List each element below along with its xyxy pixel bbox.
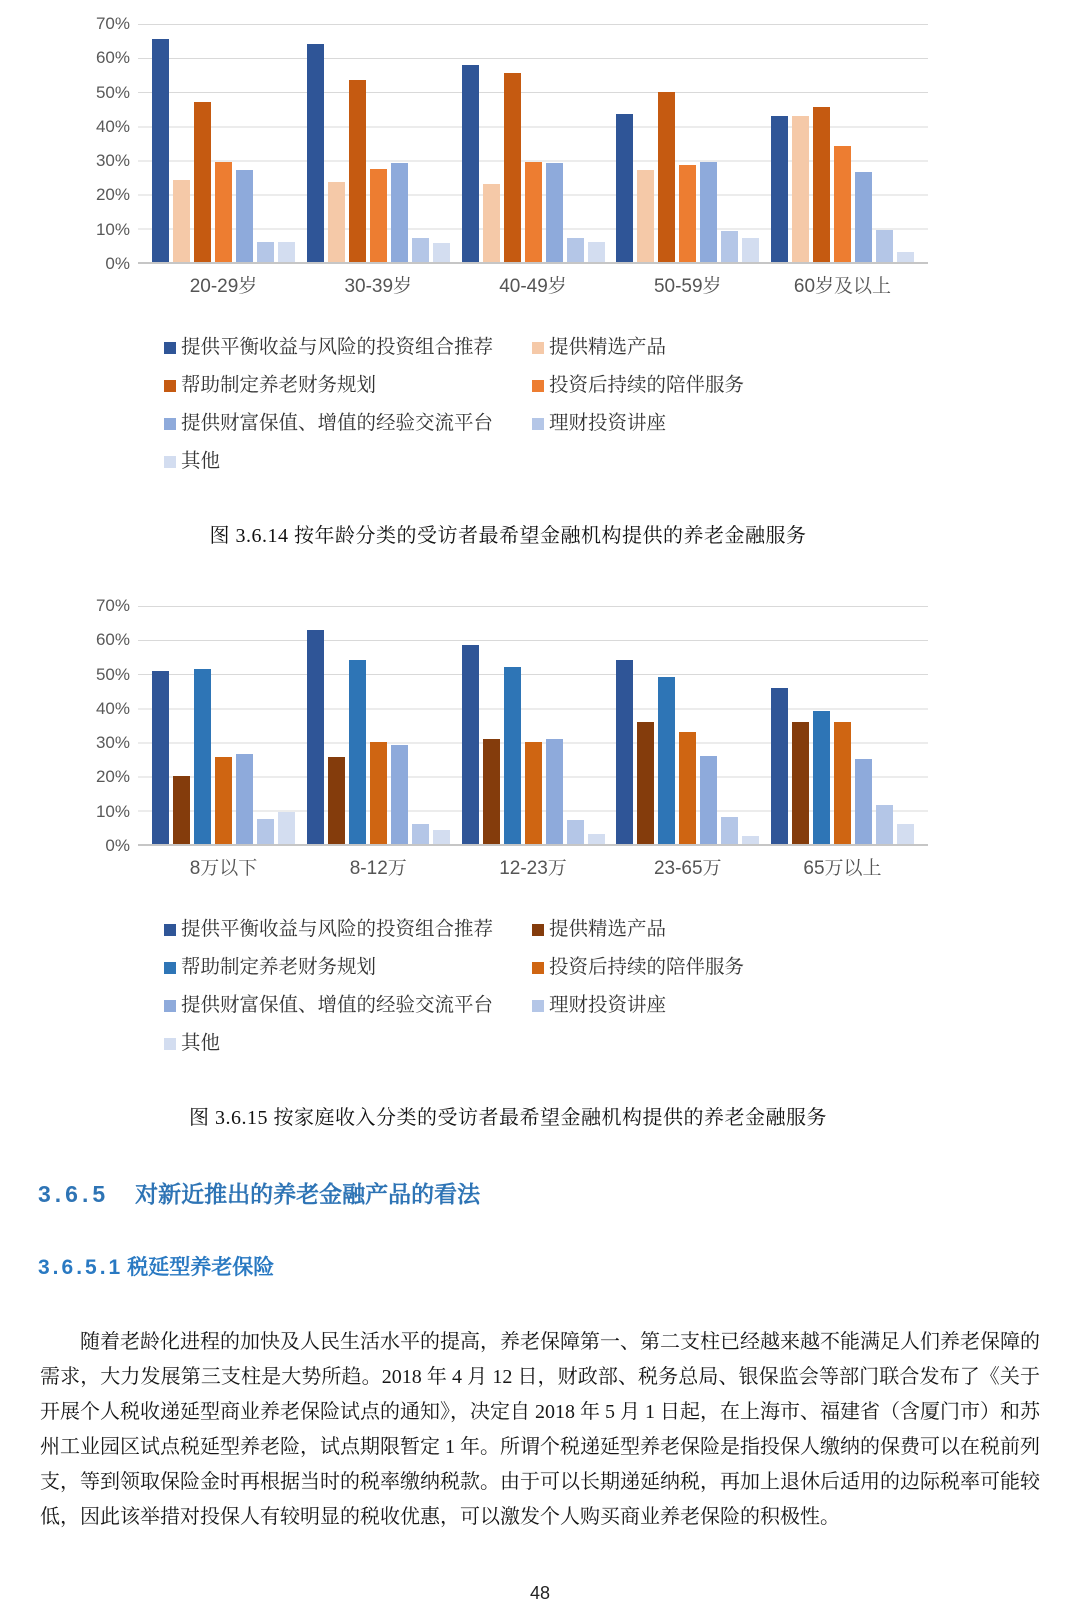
y-tick-label: 70% bbox=[95, 14, 130, 33]
bar bbox=[771, 688, 788, 844]
legend-label: 投资后持续的陪伴服务 bbox=[549, 375, 745, 396]
legend-item bbox=[164, 1030, 532, 1057]
y-tick-label: 50% bbox=[95, 664, 130, 684]
bar bbox=[152, 39, 169, 262]
bar bbox=[173, 776, 190, 844]
bar-groups bbox=[138, 606, 928, 844]
bar bbox=[567, 820, 584, 844]
bar bbox=[433, 830, 450, 844]
bar bbox=[412, 824, 429, 844]
x-tick-label: 12-23万 bbox=[499, 858, 567, 879]
legend-item bbox=[532, 372, 928, 399]
legend-item bbox=[532, 410, 928, 437]
bar bbox=[742, 238, 759, 262]
bar bbox=[370, 169, 387, 263]
x-tick-label: 60岁及以上 bbox=[793, 276, 892, 297]
legend-swatch-icon bbox=[532, 380, 544, 392]
bar bbox=[855, 759, 872, 844]
y-tick-label: 10% bbox=[95, 219, 130, 239]
legend-item bbox=[532, 954, 928, 981]
legend-item bbox=[532, 916, 928, 943]
bar bbox=[236, 754, 253, 844]
x-tick-label: 20-29岁 bbox=[189, 276, 258, 297]
legend-swatch-icon bbox=[532, 962, 544, 974]
bar bbox=[462, 65, 479, 262]
bar bbox=[483, 739, 500, 844]
legend-label: 其他 bbox=[181, 1033, 221, 1054]
bar bbox=[876, 230, 893, 262]
legend-item bbox=[532, 992, 928, 1019]
bar bbox=[792, 116, 809, 262]
bar bbox=[278, 812, 295, 844]
legend-item bbox=[164, 916, 532, 943]
bar bbox=[349, 660, 366, 844]
legend-label: 理财投资讲座 bbox=[549, 995, 667, 1016]
x-tick-label: 40-49岁 bbox=[499, 276, 567, 297]
y-tick-label: 70% bbox=[95, 596, 130, 615]
legend-swatch-icon bbox=[164, 1038, 176, 1050]
legend-label: 提供财富保值、增值的经验交流平台 bbox=[181, 413, 494, 434]
legend-label: 帮助制定养老财务规划 bbox=[181, 957, 377, 978]
legend-swatch-icon bbox=[532, 924, 544, 936]
bar bbox=[546, 739, 563, 844]
legend-item bbox=[164, 334, 532, 361]
subsection-heading bbox=[38, 1251, 1080, 1281]
legend-label: 其他 bbox=[181, 451, 221, 472]
bar bbox=[483, 184, 500, 262]
bar bbox=[391, 163, 408, 262]
legend-swatch-icon bbox=[164, 456, 176, 468]
bar bbox=[813, 107, 830, 262]
legend-item bbox=[164, 954, 532, 981]
bar bbox=[588, 242, 605, 262]
legend-swatch-icon bbox=[164, 924, 176, 936]
bar bbox=[721, 817, 738, 844]
figure-age-services-chart bbox=[88, 14, 928, 548]
bar bbox=[792, 722, 809, 844]
bar bbox=[194, 669, 211, 844]
bar bbox=[813, 711, 830, 844]
bar bbox=[700, 162, 717, 262]
bar bbox=[855, 172, 872, 262]
bar bbox=[679, 165, 696, 262]
bar bbox=[525, 742, 542, 844]
legend-label: 提供精选产品 bbox=[549, 337, 667, 358]
y-tick-label: 50% bbox=[95, 82, 130, 102]
plot-area bbox=[138, 24, 928, 264]
bar bbox=[215, 162, 232, 262]
bar-groups bbox=[138, 24, 928, 262]
bar bbox=[897, 824, 914, 844]
bar-group bbox=[616, 24, 759, 262]
subsection-title: 税延型养老保险 bbox=[127, 1255, 275, 1279]
y-axis bbox=[88, 14, 138, 273]
bar bbox=[433, 243, 450, 262]
bar bbox=[616, 660, 633, 844]
page-number: 48 bbox=[529, 1583, 551, 1603]
y-tick-label: 60% bbox=[95, 630, 130, 650]
legend-item bbox=[164, 410, 532, 437]
y-axis bbox=[88, 596, 138, 855]
y-tick-label: 0% bbox=[105, 836, 130, 855]
legend-swatch-icon bbox=[164, 380, 176, 392]
bar bbox=[370, 742, 387, 844]
x-tick-label: 30-39岁 bbox=[344, 276, 413, 297]
bar bbox=[257, 819, 274, 845]
bar bbox=[391, 745, 408, 844]
bar bbox=[897, 252, 914, 262]
section-number: 3.6.5 bbox=[38, 1181, 110, 1207]
legend-label: 提供财富保值、增值的经验交流平台 bbox=[181, 995, 494, 1016]
bar bbox=[616, 114, 633, 262]
y-tick-label: 40% bbox=[95, 698, 130, 718]
y-tick-label: 40% bbox=[95, 116, 130, 136]
bar bbox=[215, 757, 232, 844]
bar bbox=[876, 805, 893, 844]
bar bbox=[567, 238, 584, 262]
bar bbox=[504, 667, 521, 844]
bar bbox=[307, 630, 324, 844]
legend bbox=[164, 334, 928, 475]
bar-group bbox=[307, 606, 450, 844]
bar bbox=[700, 756, 717, 844]
bar-group bbox=[771, 606, 914, 844]
x-axis bbox=[138, 271, 928, 298]
legend-swatch-icon bbox=[164, 418, 176, 430]
legend-item bbox=[532, 334, 928, 361]
bar bbox=[307, 44, 324, 262]
bar bbox=[257, 242, 274, 262]
bar bbox=[588, 834, 605, 844]
plot-area bbox=[138, 606, 928, 846]
bar bbox=[658, 677, 675, 844]
bar-group bbox=[152, 606, 295, 844]
legend-item bbox=[164, 992, 532, 1019]
legend bbox=[164, 916, 928, 1057]
legend-item bbox=[164, 372, 532, 399]
bar bbox=[152, 671, 169, 844]
bar bbox=[328, 757, 345, 844]
x-tick-label: 65万以上 bbox=[803, 858, 882, 879]
section-title: 对新近推出的养老金融产品的看法 bbox=[135, 1181, 481, 1207]
legend-label: 帮助制定养老财务规划 bbox=[181, 375, 377, 396]
bar bbox=[721, 231, 738, 262]
x-tick-label: 8万以下 bbox=[189, 858, 258, 879]
figure-income-services-chart bbox=[88, 596, 928, 1130]
bar bbox=[637, 170, 654, 262]
x-tick-label: 23-65万 bbox=[653, 858, 722, 879]
bar bbox=[834, 722, 851, 844]
legend-swatch-icon bbox=[164, 342, 176, 354]
y-tick-label: 60% bbox=[95, 48, 130, 68]
bar bbox=[637, 722, 654, 844]
legend-label: 提供平衡收益与风险的投资组合推荐 bbox=[181, 337, 494, 358]
bar bbox=[173, 180, 190, 262]
legend-swatch-icon bbox=[164, 962, 176, 974]
bar-group bbox=[771, 24, 914, 262]
bar bbox=[771, 116, 788, 262]
legend-swatch-icon bbox=[532, 418, 544, 430]
bar bbox=[412, 238, 429, 262]
bar bbox=[462, 645, 479, 844]
bar bbox=[504, 73, 521, 262]
bar bbox=[349, 80, 366, 262]
x-tick-label: 8-12万 bbox=[349, 858, 407, 879]
subsection-number: 3.6.5.1 bbox=[38, 1256, 124, 1279]
bar-group bbox=[462, 606, 605, 844]
y-tick-label: 0% bbox=[105, 254, 130, 273]
chart-area bbox=[88, 14, 928, 273]
y-tick-label: 10% bbox=[95, 801, 130, 821]
legend-item bbox=[164, 448, 532, 475]
y-tick-label: 30% bbox=[95, 733, 130, 753]
legend-label: 提供精选产品 bbox=[549, 919, 667, 940]
bar bbox=[278, 242, 295, 262]
body-paragraph: 随着老龄化进程的加快及人民生活水平的提高，养老保障第一、第二支柱已经越来越不能满足人们养老保障的需求，大力发展第三支柱是大势所趋。2018 年 4 月 12 日，财政部、税务总局、银保监会等部门联合发布了《关于开展个人税收递延型商业养老保险试点的通知》，决定自 2018 年 5 月 1 日起，在上海市、福建省（含厦门市）和苏州工业园区试点税延型养老险，试点期限暂定 1 年。所谓个税递延型养老保险是指投保人缴纳的保费可以在税前列支，等到领取保险金时再根据当时的税率缴纳税款。由于可以长期递延纳税，再加上退休后适用的边际税率可能较低，因此该举措对投保人有较明显的税收优惠，可以激发个人购买商业养老保险的积极性。 bbox=[40, 1331, 1040, 1528]
y-tick-label: 20% bbox=[95, 767, 130, 787]
legend-label: 提供平衡收益与风险的投资组合推荐 bbox=[181, 919, 494, 940]
bar bbox=[236, 170, 253, 262]
bar bbox=[525, 162, 542, 262]
bar bbox=[742, 836, 759, 845]
x-tick-label: 50-59岁 bbox=[653, 276, 722, 297]
legend-swatch-icon bbox=[164, 1000, 176, 1012]
x-axis bbox=[138, 853, 928, 880]
bar bbox=[194, 102, 211, 262]
bar-group bbox=[307, 24, 450, 262]
bar bbox=[328, 182, 345, 262]
figure-caption: 图 3.6.14 按年龄分类的受访者最希望金融机构提供的养老金融服务 bbox=[209, 525, 807, 547]
legend-swatch-icon bbox=[532, 342, 544, 354]
bar-group bbox=[616, 606, 759, 844]
bar bbox=[679, 732, 696, 844]
chart-area bbox=[88, 596, 928, 855]
bar bbox=[834, 146, 851, 262]
bar-group bbox=[152, 24, 295, 262]
y-tick-label: 20% bbox=[95, 185, 130, 205]
legend-label: 投资后持续的陪伴服务 bbox=[549, 957, 745, 978]
legend-label: 理财投资讲座 bbox=[549, 413, 667, 434]
figure-caption: 图 3.6.15 按家庭收入分类的受访者最希望金融机构提供的养老金融服务 bbox=[189, 1107, 827, 1129]
bar-group bbox=[462, 24, 605, 262]
section-heading bbox=[38, 1176, 1080, 1209]
bar bbox=[546, 163, 563, 262]
legend-swatch-icon bbox=[532, 1000, 544, 1012]
y-tick-label: 30% bbox=[95, 151, 130, 171]
bar bbox=[658, 92, 675, 262]
